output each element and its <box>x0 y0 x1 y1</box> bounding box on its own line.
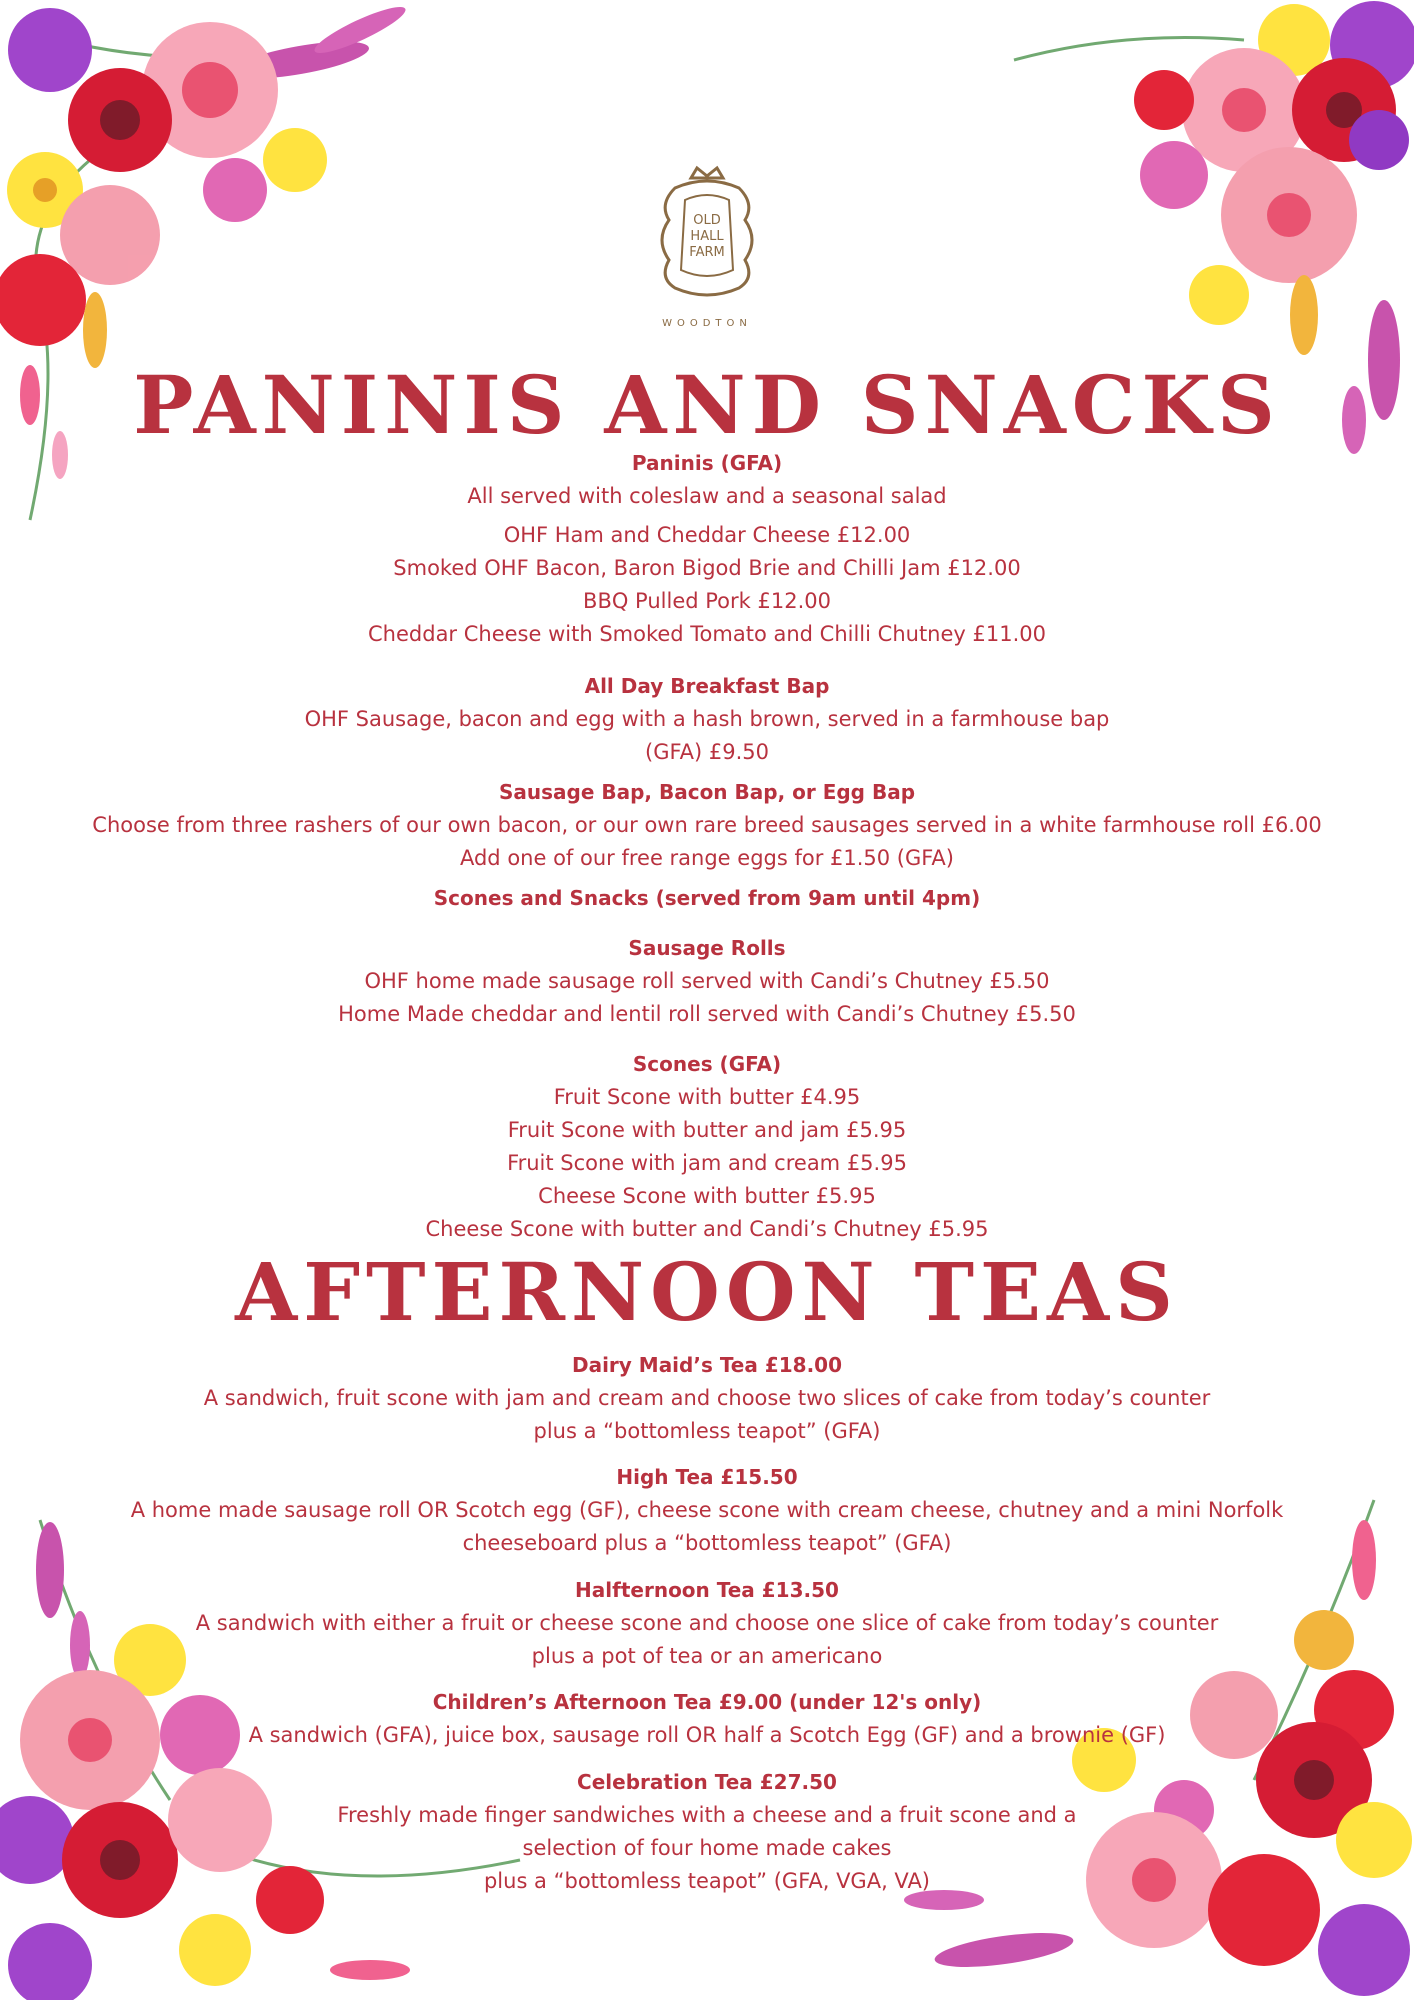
section-title: Sausage Rolls <box>628 936 786 960</box>
section-title: Sausage Bap, Bacon Bap, or Egg Bap <box>498 780 916 804</box>
old-hall-farm-logo <box>641 160 773 340</box>
section-title: All Day Breakfast Bap <box>584 674 830 698</box>
menu-line: A home made sausage roll OR Scotch egg (GF), cheese scone with cream cheese, chutney and a mini Norfolk <box>130 1498 1284 1522</box>
section-celebration-tea <box>0 1766 1414 1898</box>
menu-line: A sandwich, fruit scone with jam and cream and choose two slices of cake from today’s counter <box>203 1386 1211 1410</box>
logo-place-name: WOODTON <box>662 318 752 329</box>
section-title: Children’s Afternoon Tea £9.00 (under 12's only) <box>432 1690 982 1714</box>
svg-text:OLD: OLD <box>693 213 721 228</box>
section-title: High Tea £15.50 <box>616 1465 798 1489</box>
svg-text:HALL: HALL <box>690 229 724 244</box>
menu-line: Fruit Scone with jam and cream £5.95 <box>507 1151 907 1175</box>
menu-line: Cheese Scone with butter and Candi’s Chutney £5.95 <box>425 1217 989 1241</box>
menu-line: BBQ Pulled Pork £12.00 <box>583 589 831 613</box>
menu-line: A sandwich with either a fruit or cheese scone and choose one slice of cake from today’s counter <box>195 1611 1219 1635</box>
menu-line: OHF Ham and Cheddar Cheese £12.00 <box>503 523 911 547</box>
section-dairy-maids-tea <box>0 1349 1414 1448</box>
section-scones-and-snacks <box>0 882 1414 915</box>
menu-line: All served with coleslaw and a seasonal salad <box>467 484 947 508</box>
section-high-tea <box>0 1461 1414 1560</box>
menu-line: Cheddar Cheese with Smoked Tomato and Chilli Chutney £11.00 <box>368 622 1046 646</box>
menu-line: Freshly made finger sandwiches with a cheese and a fruit scone and a <box>337 1803 1077 1827</box>
menu-line: plus a “bottomless teapot” (GFA, VGA, VA) <box>483 1869 931 1893</box>
section-halfternoon-tea <box>0 1574 1414 1673</box>
menu-line: OHF home made sausage roll served with Candi’s Chutney £5.50 <box>364 969 1050 993</box>
menu-line: Fruit Scone with butter and jam £5.95 <box>507 1118 907 1142</box>
menu-line: Add one of our free range eggs for £1.50 (GFA) <box>459 846 954 870</box>
section-title: Scones and Snacks (served from 9am until 4pm) <box>433 886 981 910</box>
section-breakfast-bap <box>0 670 1414 769</box>
menu-line: selection of four home made cakes <box>522 1836 892 1860</box>
menu-line: cheeseboard plus a “bottomless teapot” (GFA) <box>462 1531 952 1555</box>
heading-paninis-and-snacks: PANINIS AND SNACKS <box>133 358 1281 452</box>
section-childrens-afternoon-tea <box>0 1686 1414 1752</box>
menu-line: A sandwich (GFA), juice box, sausage roll OR half a Scotch Egg (GF) and a brownie (GF) <box>248 1723 1166 1747</box>
section-scones <box>0 1048 1414 1246</box>
section-title: Halfternoon Tea £13.50 <box>575 1578 839 1602</box>
section-baps <box>0 776 1414 875</box>
menu-line: plus a pot of tea or an americano <box>531 1644 883 1668</box>
section-sausage-rolls <box>0 932 1414 1031</box>
menu-line: Choose from three rashers of our own bacon, or our own rare breed sausages served in a white farmhouse roll £6.00 <box>92 813 1322 837</box>
heading-afternoon-teas: AFTERNOON TEAS <box>235 1245 1179 1339</box>
menu-line: Cheese Scone with butter £5.95 <box>538 1184 876 1208</box>
menu-line: Smoked OHF Bacon, Baron Bigod Brie and Chilli Jam £12.00 <box>393 556 1021 580</box>
menu-line: Home Made cheddar and lentil roll served with Candi’s Chutney £5.50 <box>338 1002 1076 1026</box>
section-title: Scones (GFA) <box>632 1052 782 1076</box>
menu-line: OHF Sausage, bacon and egg with a hash brown, served in a farmhouse bap <box>304 707 1110 731</box>
menu-line: Fruit Scone with butter £4.95 <box>553 1085 861 1109</box>
svg-text:FARM: FARM <box>689 245 725 260</box>
section-title: Paninis (GFA) <box>631 451 783 475</box>
crest-icon <box>645 160 769 310</box>
menu-line: (GFA) £9.50 <box>645 740 769 764</box>
section-title: Dairy Maid’s Tea £18.00 <box>571 1353 843 1377</box>
section-title: Celebration Tea £27.50 <box>577 1770 837 1794</box>
section-paninis <box>0 447 1414 651</box>
menu-line: plus a “bottomless teapot” (GFA) <box>533 1419 881 1443</box>
